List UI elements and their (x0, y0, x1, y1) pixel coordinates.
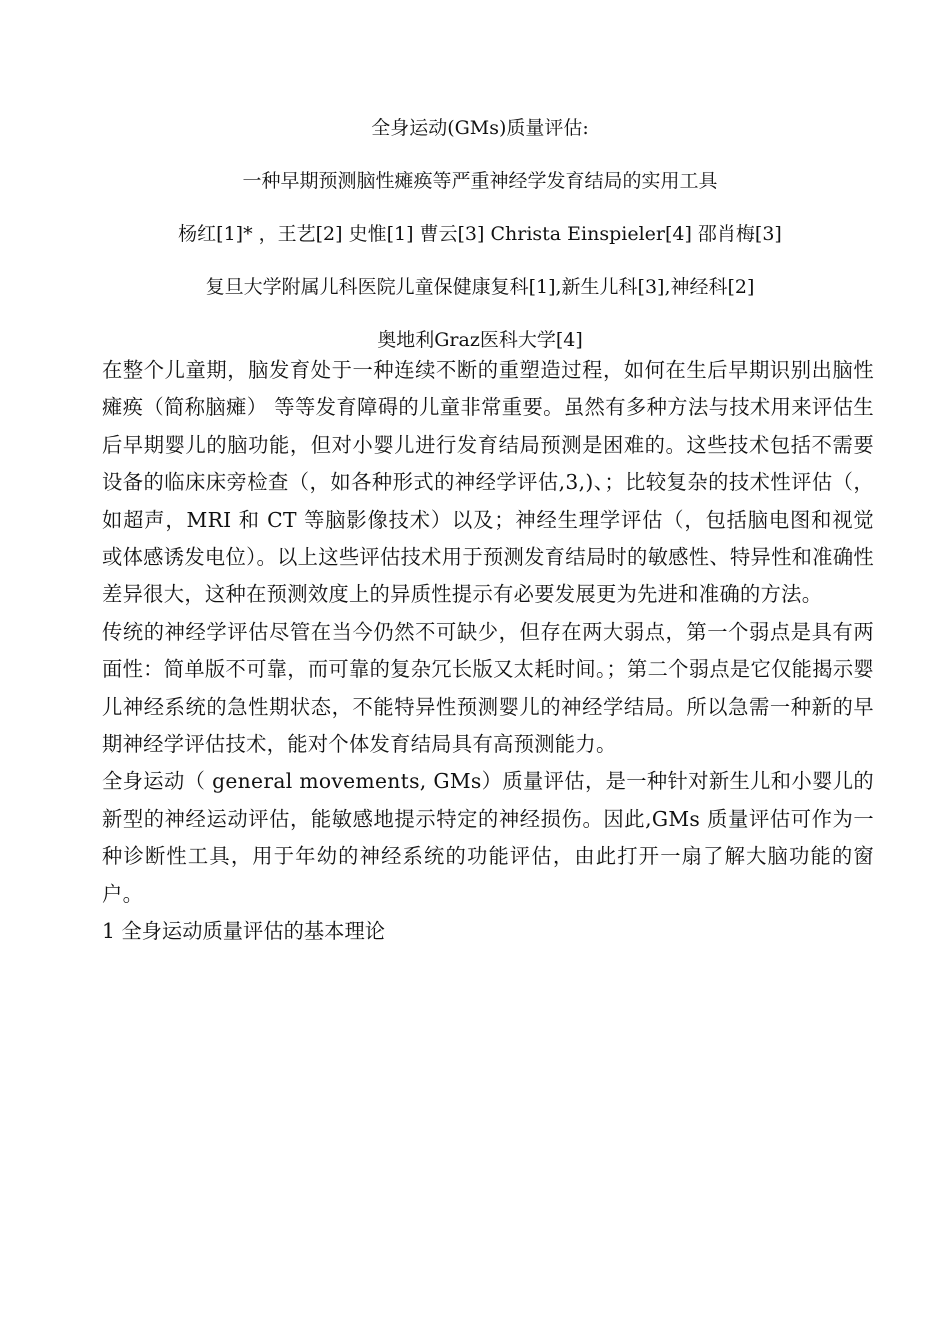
body-paragraph-1: 在整个儿童期，脑发育处于一种连续不断的重塑造过程，如何在生后早期识别出脑性瘫痪（简称脑瘫） 等等发育障碍的儿童非常重要。虽然有多种方法与技术用来评估生后早期婴儿的脑功能，但对小婴儿进行发育结局预测是困难的。这些技术包括不需要设备的临床床旁检查（，如各种形式的神经学评估,3,)、；比较复杂的技术性评估（，如超声，MRI 和 CT 等脑影像技术）以及；神经生理学评估（，包括脑电图和视觉或体感诱发电位）。以上这些评估技术用于预测发育结局时的敏感性、特异性和准确性差异很大，这种在预测效度上的异质性提示有必要发展更为先进和准确的方法。 (102, 358, 874, 607)
document-header (90, 102, 870, 367)
document-title-line-1: 全身运动(GMs)质量评估: (371, 117, 589, 139)
affiliation-line-1: 复旦大学附属儿科医院儿童保健康复科[1],新生儿科[3],神经科[2] (205, 276, 755, 298)
author-list: 杨红[1]* ，王艺[2] 史惟[1] 曹云[3] Christa Einspieler[4] 邵肖梅[3] (178, 223, 782, 245)
body-paragraph-2: 传统的神经学评估尽管在当今仍然不可缺少，但存在两大弱点，第一个弱点是具有两面性：简单版不可靠，而可靠的复杂冗长版又太耗时间。；第二个弱点是它仅能揭示婴儿神经系统的急性期状态，不能特异性预测婴儿的神经学结局。所以急需一种新的早期神经学评估技术，能对个体发育结局具有高预测能力。 (102, 619, 874, 757)
document-body (102, 352, 874, 950)
document-title-line-2: 一种早期预测脑性瘫痪等严重神经学发育结局的实用工具 (242, 170, 718, 192)
affiliation-line-2: 奥地利Graz医科大学[4] (377, 329, 583, 351)
body-paragraph-3: 全身运动（ general movements, GMs）质量评估，是一种针对新生儿和小婴儿的新型的神经运动评估，能敏感地提示特定的神经损伤。因此,GMs 质量评估可作为一种诊断性工具，用于年幼的神经系统的功能评估，由此打开一扇了解大脑功能的窗户。 (102, 769, 874, 906)
section-heading: 1 全身运动质量评估的基本理论 (102, 919, 386, 944)
